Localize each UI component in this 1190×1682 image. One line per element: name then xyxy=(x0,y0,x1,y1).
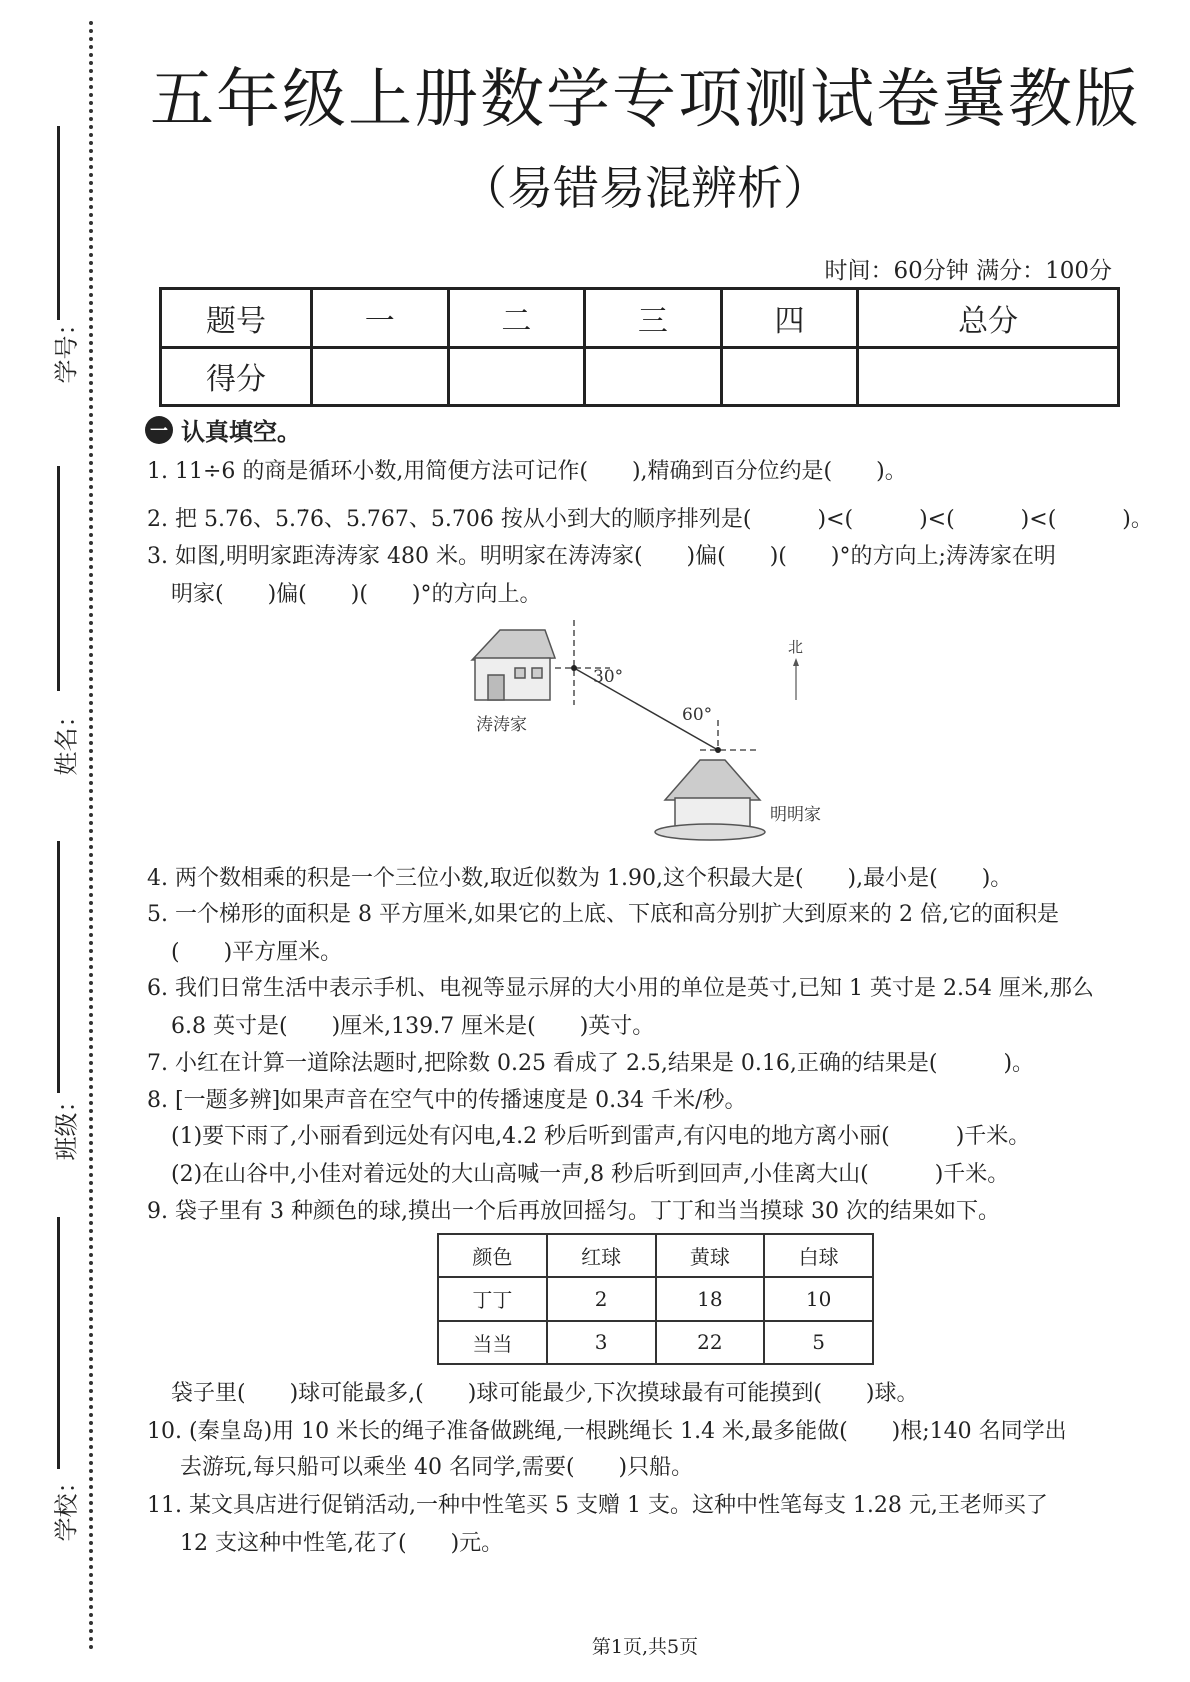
question-11: 11. 某文具店进行促销活动,一种中性笔买 5 支赠 1 支。这种中性笔每支 1.28 元,王老师买了 xyxy=(147,1493,1048,1518)
table-row xyxy=(438,1321,873,1364)
taotao-house-label: 涛涛家 xyxy=(476,715,527,735)
score-header-cell: 二 xyxy=(448,289,585,348)
angle-60-label: 60° xyxy=(682,705,713,725)
table-header-cell: 黄球 xyxy=(656,1234,765,1277)
table-cell: 当当 xyxy=(438,1321,547,1364)
question-6-cont: 6.8 英寸是( )厘米,139.7 厘米是( )英寸。 xyxy=(171,1014,655,1039)
score-cell[interactable] xyxy=(721,347,858,406)
table-cell: 5 xyxy=(764,1321,873,1364)
question-3: 3. 如图,明明家距涛涛家 480 米。明明家在涛涛家( )偏( )( )°的方向上;涛涛家在明 xyxy=(147,544,1056,569)
score-cell[interactable] xyxy=(312,347,449,406)
score-row-label: 得分 xyxy=(161,347,312,406)
question-10-cont: 去游玩,每只船可以乘坐 40 名同学,需要( )只船。 xyxy=(180,1455,694,1480)
table-cell: 10 xyxy=(764,1277,873,1320)
section-number-badge: 一 xyxy=(145,416,173,444)
name-label: 姓名： xyxy=(52,703,81,776)
score-table-score-row xyxy=(161,347,1119,406)
question-5: 5. 一个梯形的面积是 8 平方厘米,如果它的上底、下底和高分别扩大到原来的 2 倍,它的面积是 xyxy=(147,902,1059,927)
question-8: 8. [一题多辨]如果声音在空气中的传播速度是 0.34 千米/秒。 xyxy=(147,1088,747,1113)
score-header-cell: 题号 xyxy=(161,289,312,348)
score-cell[interactable] xyxy=(585,347,722,406)
north-arrow-icon xyxy=(793,658,799,700)
question-7: 7. 小红在计算一道除法题时,把除数 0.25 看成了 2.5,结果是 0.16,正确的结果是( )。 xyxy=(147,1051,1035,1076)
name-line xyxy=(57,466,60,691)
score-table-header-row xyxy=(161,289,1119,348)
question-11-cont: 12 支这种中性笔,花了( )元。 xyxy=(180,1531,504,1556)
section-title: 认真填空。 xyxy=(181,418,301,446)
score-cell[interactable] xyxy=(858,347,1119,406)
question-10: 10. (秦皇岛)用 10 米长的绳子准备做跳绳,一根跳绳长 1.4 米,最多能做( )根;140 名同学出 xyxy=(147,1419,1067,1444)
score-cell[interactable] xyxy=(448,347,585,406)
table-cell: 22 xyxy=(656,1321,765,1364)
table-cell: 3 xyxy=(547,1321,656,1364)
score-header-cell: 一 xyxy=(312,289,449,348)
table-cell: 18 xyxy=(656,1277,765,1320)
exam-meta: 时间：60分钟 满分：100分 xyxy=(824,258,1112,284)
table-cell: 丁丁 xyxy=(438,1277,547,1320)
page-footer: 第1页,共5页 xyxy=(591,1636,699,1658)
mingming-house-icon xyxy=(655,760,765,840)
question-3-cont: 明家( )偏( )( )°的方向上。 xyxy=(171,582,542,607)
reference-axes xyxy=(555,620,760,750)
question-9: 9. 袋子里有 3 种颜色的球,摸出一个后再放回摇匀。丁丁和当当摸球 30 次的结果如下。 xyxy=(147,1199,1000,1224)
school-line xyxy=(57,1217,60,1469)
north-label: 北 xyxy=(788,638,804,656)
class-line xyxy=(57,841,60,1093)
question-2: 2. 把 5.76̇、5.7̇6̇、5.767、5.7̇06̇ 按从小到大的顺序排列是( )<( )<( )<( )。 xyxy=(147,507,1153,532)
question-6: 6. 我们日常生活中表示手机、电视等显示屏的大小用的单位是英寸,已知 1 英寸是 2.54 厘米,那么 xyxy=(147,976,1094,1001)
score-header-cell: 总分 xyxy=(858,289,1119,348)
question-4: 4. 两个数相乘的积是一个三位小数,取近似数为 1.90,这个积最大是( ),最小是( )。 xyxy=(147,866,1013,891)
question-1: 1. 11÷6 的商是循环小数,用简便方法可记作( ),精确到百分位约是( )。 xyxy=(147,459,907,484)
table-header-row xyxy=(438,1234,873,1277)
school-label: 学校： xyxy=(52,1469,81,1542)
table-cell: 2 xyxy=(547,1277,656,1320)
direction-diagram xyxy=(460,620,840,850)
angle-30-label: 30° xyxy=(593,667,624,687)
question-9-cont: 袋子里( )球可能最多,( )球可能最少,下次摸球最有可能摸到( )球。 xyxy=(171,1381,919,1406)
table-header-cell: 白球 xyxy=(764,1234,873,1277)
page-title: 五年级上册数学专项测试卷冀教版 xyxy=(150,63,1140,137)
table-row xyxy=(438,1277,873,1320)
score-header-cell: 四 xyxy=(721,289,858,348)
table-header-cell: 红球 xyxy=(547,1234,656,1277)
question-5-cont: ( )平方厘米。 xyxy=(171,940,343,965)
ball-results-table xyxy=(437,1233,874,1365)
section-heading xyxy=(145,412,301,447)
question-8-part-2: (2)在山谷中,小佳对着远处的大山高喊一声,8 秒后听到回声,小佳离大山( )千米。 xyxy=(171,1162,1010,1187)
page-subtitle: （易错易混辨析） xyxy=(461,161,829,215)
table-header-cell: 颜色 xyxy=(438,1234,547,1277)
taotao-house-icon xyxy=(472,630,555,700)
question-8-part-1: (1)要下雨了,小丽看到远处有闪电,4.2 秒后听到雷声,有闪电的地方离小丽( )千米。 xyxy=(171,1124,1031,1149)
student-id-label: 学号： xyxy=(52,311,81,384)
class-label: 班级： xyxy=(52,1088,81,1161)
binding-dotted-line xyxy=(89,21,93,1651)
mingming-house-label: 明明家 xyxy=(770,805,821,825)
score-table xyxy=(159,287,1120,407)
score-header-cell: 三 xyxy=(585,289,722,348)
